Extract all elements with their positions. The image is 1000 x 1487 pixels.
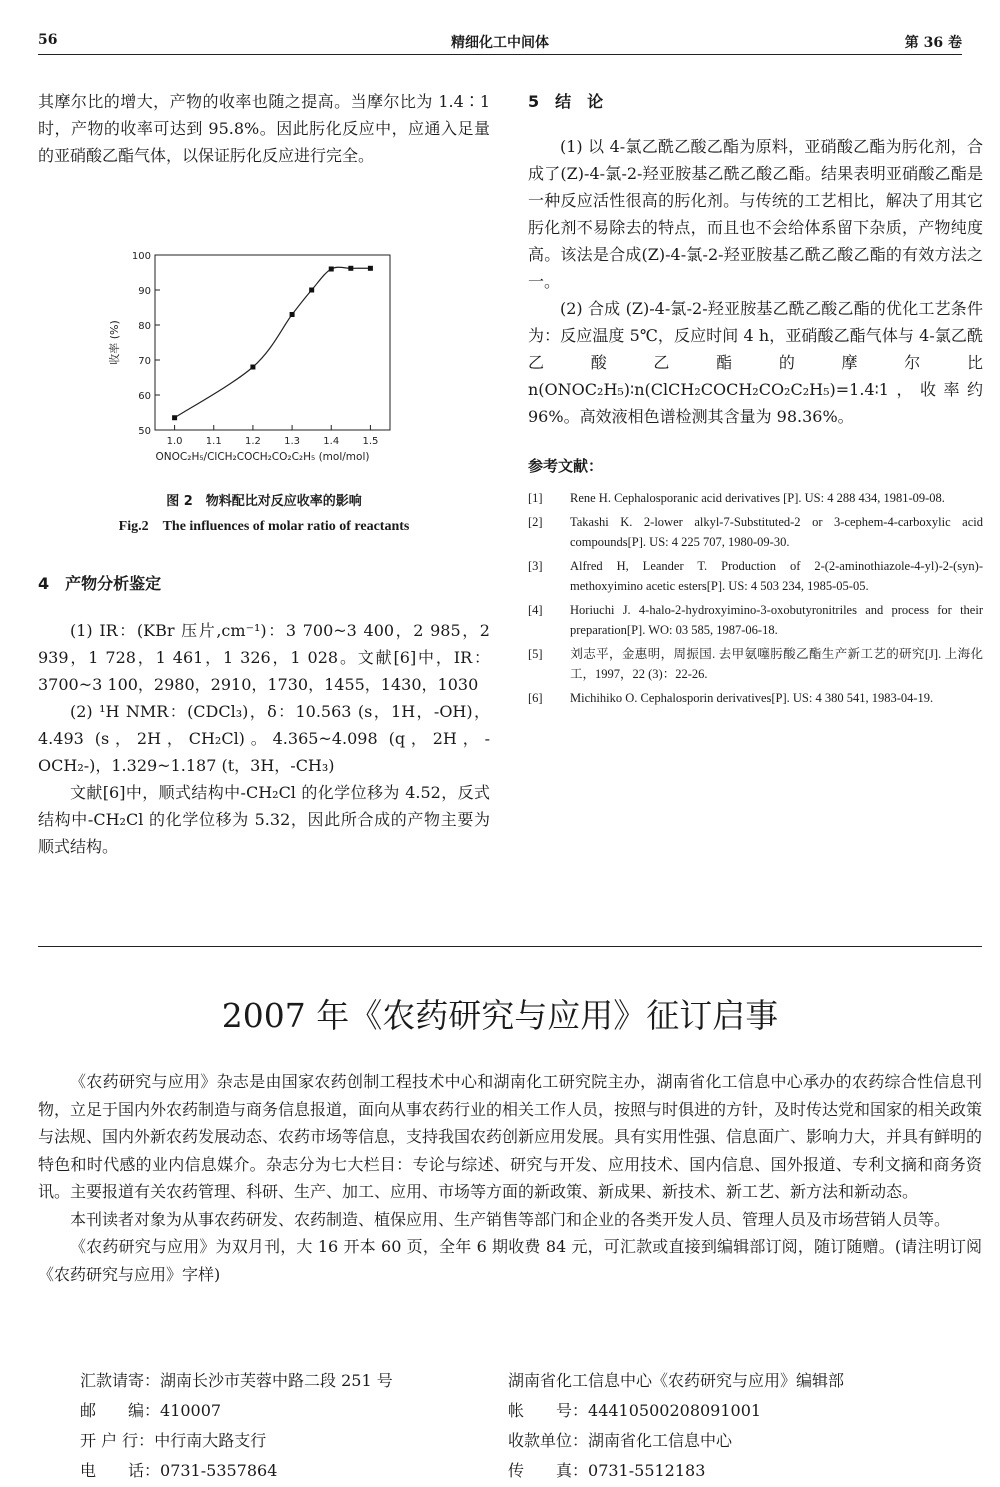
announcement-body (38, 1068, 982, 1288)
remit-address: 湖南长沙市芙蓉中路二段 251 号 (160, 1371, 393, 1390)
data-point (329, 267, 334, 272)
y-tick-label: 60 (138, 391, 151, 402)
reference-item (528, 556, 983, 596)
reference-text: 刘志平，金惠明，周振国. 去甲氨噻肟酸乙酯生产新工艺的研究[J]. 上海化工，1997，22 (3)：22-26. (570, 647, 983, 681)
postcode-value: 410007 (160, 1401, 222, 1420)
section-4-title: 4 产物分析鉴定 (38, 574, 162, 593)
remit-label: 汇款请寄： (80, 1371, 161, 1390)
postcode-label: 邮 编： (80, 1401, 161, 1420)
x-tick-label: 1.1 (205, 436, 222, 447)
figure-caption-en: Fig.2 The influences of molar ratio of reactants (118, 519, 410, 534)
reference-text: Horiuchi J. 4-halo-2-hydroxyimino-3-oxobutyronitriles and process for their preparation[P]. WO: 03 585, 1987-06-18. (570, 603, 983, 637)
announcement-title: 2007 年《农药研究与应用》征订启事 (221, 996, 779, 1035)
reference-text: Rene H. Cephalosporanic acid derivatives [P]. US: 4 288 434, 1981-09-08. (570, 491, 945, 505)
payee-value: 湖南省化工信息中心 (588, 1431, 733, 1450)
fax-value: 0731-5512183 (588, 1461, 706, 1480)
conclusion-1: (1) 以 4-氯乙酰乙酸乙酯为原料，亚硝酸乙酯为肟化剂，合成了(Z)-4-氯-2-羟亚胺基乙酰乙酸乙酯。结果表明亚硝酸乙酯是一种反应活性很高的肟化剂。与传统的工艺相比，解决了用其它肟化剂不易除去的特点，而且也不会给体系留下杂质，产物纯度高。该法是合成(Z)-4-氯-2-羟亚胺基乙酰乙酸乙酯的有效方法之一。 (528, 137, 983, 291)
payee-label: 收款单位： (508, 1431, 589, 1450)
x-tick-label: 1.4 (323, 436, 340, 447)
editorial-department: 湖南省化工信息中心《农药研究与应用》编辑部 (508, 1371, 845, 1390)
announcement-paragraph-2: 本刊读者对象为从事农药研发、农药制造、植保应用、生产销售等部门和企业的各类开发人员、管理人员及市场营销人员等。 (70, 1209, 951, 1229)
y-tick-label: 70 (138, 356, 151, 367)
x-axis-label: ONOC₂H₅/ClCH₂COCH₂CO₂C₂H₅ (mol/mol) (155, 451, 370, 463)
page-number: 56 (38, 32, 58, 48)
reference-text: Michihiko O. Cephalosporin derivatives[P]. US: 4 380 541, 1983-04-19. (570, 691, 934, 705)
reference-item (528, 688, 983, 708)
bank-value: 中行南大路支行 (154, 1431, 267, 1450)
contact-info (38, 1366, 982, 1486)
reference-item (528, 512, 983, 552)
data-point (368, 266, 373, 271)
section-5-title: 5 结 论 (528, 92, 604, 111)
reference-number: [3] (528, 559, 543, 573)
shift-paragraph: 文献[6]中，顺式结构中-CH₂Cl 的化学位移为 4.52，反式结构中-CH₂Cl 的化学位移为 5.32，因此所合成的产物主要为顺式结构。 (38, 783, 490, 856)
intro-paragraph: 其摩尔比的增大，产物的收率也随之提高。当摩尔比为 1.4∶1 时，产物的收率可达到 95.8%。因此肟化反应中，应通入足量的亚硝酸乙酯气体，以保证肟化反应进行完全。 (38, 92, 490, 165)
figure-caption-cn: 图 2 物料配比对反应收率的影响 (166, 494, 362, 509)
announcement-paragraph-1: 《农药研究与应用》杂志是由国家农药创制工程技术中心和湖南化工研究院主办，湖南省化工信息中心承办的农药综合性信息刊物，立足于国内外农药制造与商务信息报道，面向从事农药行业的相关工作人员，按照与时俱进的方针，及时传达党和国家的相关政策与法规、国内外新农药发展动态、农药市场等信息，支持我国农药创新应用发展。具有实用性强、信息面广、影响力大，并具有鲜明的特色和时代感的业内信息媒介。杂志分为七大栏目：专论与综述、研究与开发、应用技术、国内信息、国外报道、专利文摘和商务资讯。主要报道有关农药管理、科研、生产、加工、应用、市场等方面的新政策、新成果、新技术、新工艺、新方法和新动态。 (38, 1072, 983, 1201)
volume-label: 第 36 卷 (904, 35, 962, 51)
section-divider (38, 946, 982, 947)
journal-name: 精细化工中间体 (451, 35, 549, 51)
data-point (309, 288, 314, 293)
fax-label: 传 真： (508, 1461, 589, 1480)
data-point (250, 365, 255, 370)
reference-number: [4] (528, 603, 543, 617)
x-tick-label: 1.3 (284, 436, 301, 447)
reference-item (528, 644, 983, 684)
right-column (528, 88, 983, 712)
plot-frame (155, 255, 390, 430)
x-tick-label: 1.0 (166, 436, 183, 447)
account-label: 帐 号： (508, 1401, 589, 1420)
figure-2 (100, 245, 410, 475)
x-tick-label: 1.2 (244, 436, 261, 447)
reference-text: Takashi K. 2-lower alkyl-7-Substituted-2 or 3-cephem-4-carboxylic acid compounds[P]. US: 4 225 707, 1980-09-30. (570, 515, 983, 549)
phone-value: 0731-5357864 (160, 1461, 278, 1480)
bank-label: 开 户 行： (80, 1431, 155, 1450)
reference-item (528, 488, 983, 508)
reference-number: [2] (528, 515, 543, 529)
y-tick-label: 80 (138, 321, 151, 332)
account-value: 44410500208091001 (588, 1401, 762, 1420)
reference-item (528, 600, 983, 640)
nmr-paragraph: (2) ¹H NMR：(CDCl₃)，δ：10.563 (s，1H，-OH)，4.493 (s，2H，CH₂Cl)。4.365~4.098 (q，2H，-OCH₂-)，1.329~1.187 (t，3H，-CH₃) (38, 702, 490, 775)
phone-label: 电 话： (80, 1461, 161, 1480)
y-tick-label: 100 (131, 251, 151, 262)
references-title: 参考文献： (528, 457, 604, 475)
left-column (38, 88, 490, 169)
references-list (528, 488, 983, 708)
left-column-lower (38, 570, 490, 860)
ir-paragraph: (1) IR：(KBr 压片,cm⁻¹)：3 700~3 400，2 985，2 939，1 728，1 461，1 326，1 028。文献[6]中，IR：3700~3 100，2980，2910，1730，1455，1430，1030 (38, 621, 490, 694)
y-tick-label: 50 (138, 426, 151, 437)
conclusion-2: (2) 合成 (Z)-4-氯-2-羟亚胺基乙酰乙酸乙酯的优化工艺条件为：反应温度 5℃，反应时间 4 h，亚硝酸乙酯气体与 4-氯乙酰乙酸乙酯的摩尔比 n(ONOC₂H₅)∶n(ClCH₂COCH₂CO₂C₂H₅)=1.4∶1，收率约 96%。高效液相色谱检测其含量为 98.36%。 (528, 299, 983, 426)
series-line (175, 267, 371, 418)
yield-chart (100, 245, 410, 475)
data-point (172, 415, 177, 420)
reference-number: [6] (528, 691, 543, 705)
data-point (290, 312, 295, 317)
reference-text: Alfred H, Leander T. Production of 2-(2-aminothiazole-4-yl)-2-(syn)-methoxyimino acetic esters[P]. US: 4 503 234, 1985-05-05. (570, 559, 983, 593)
y-axis-label: 收率 (%) (108, 320, 121, 365)
reference-number: [5] (528, 647, 543, 661)
data-point (348, 266, 353, 271)
page-header (38, 28, 962, 55)
announcement-paragraph-3: 《农药研究与应用》为双月刊，大 16 开本 60 页，全年 6 期收费 84 元，可汇款或直接到编辑部订阅，随订随赠。(请注明订阅《农药研究与应用》字样) (38, 1237, 982, 1284)
reference-number: [1] (528, 491, 543, 505)
y-tick-label: 90 (138, 286, 151, 297)
x-tick-label: 1.5 (362, 436, 379, 447)
